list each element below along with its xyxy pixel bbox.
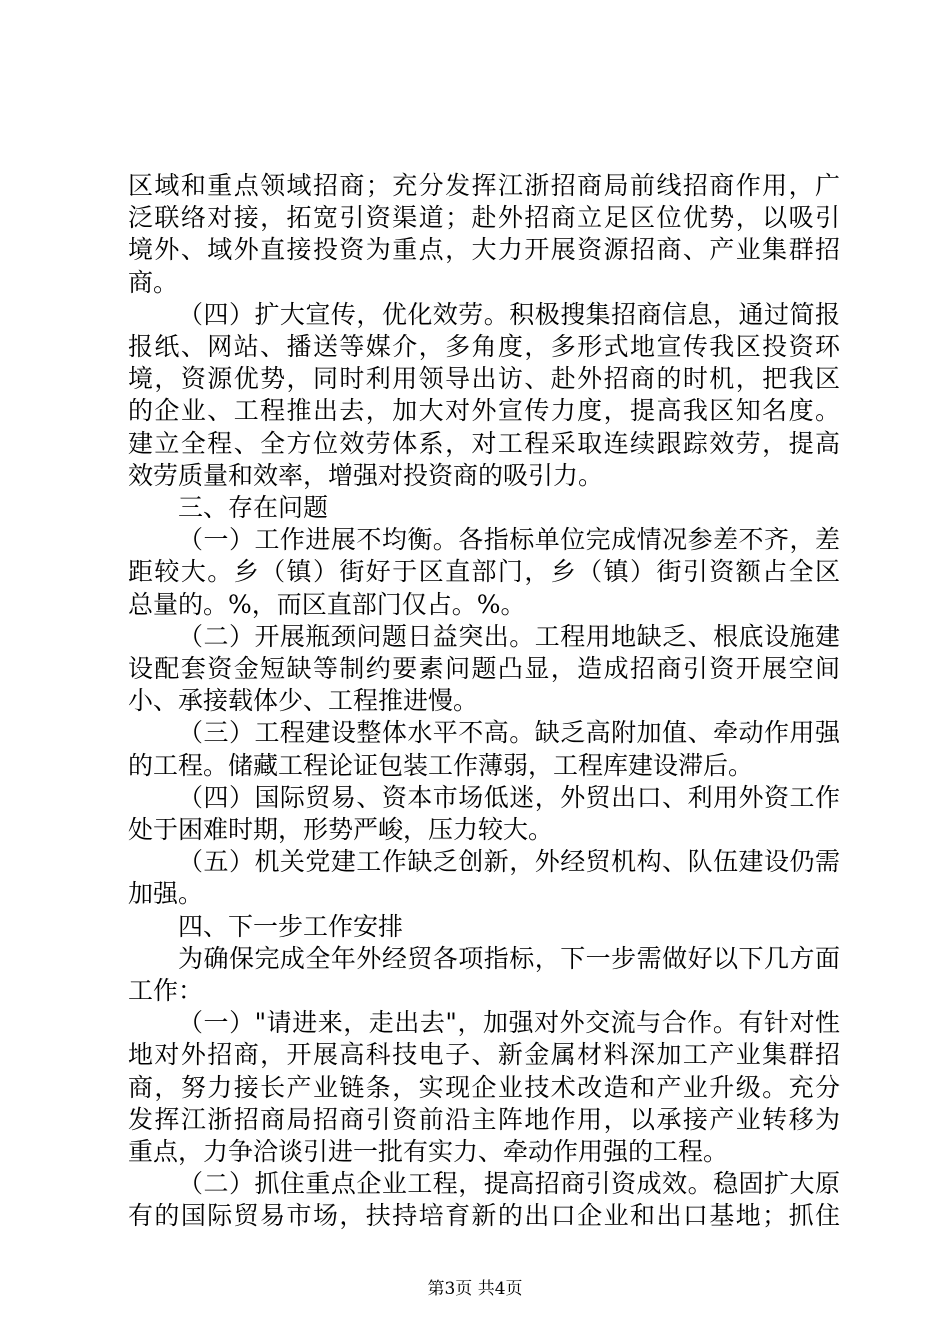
text-line: 小、承接载体少、工程推进慢。 bbox=[128, 686, 479, 715]
text-line: 报纸、网站、播送等媒介，多角度，多形式地宣传我区投资环 bbox=[128, 332, 840, 361]
section-heading: 四、下一步工作安排 bbox=[178, 912, 404, 941]
paragraph-start-line: （二）开展瓶颈问题日益突出。工程用地缺乏、根底设施建 bbox=[178, 622, 840, 651]
text-line: 区域和重点领域招商；充分发挥江浙招商局前线招商作用，广 bbox=[128, 171, 840, 200]
text-line: 地对外招商，开展高科技电子、新金属材料深加工产业集群招 bbox=[128, 1040, 840, 1069]
text-line: 有的国际贸易市场，扶持培育新的出口企业和出口基地；抓住 bbox=[128, 1201, 840, 1230]
text-line: 境外、域外直接投资为重点，大力开展资源招商、产业集群招 bbox=[128, 235, 840, 264]
paragraph-start-line: （五）机关党建工作缺乏创新，外经贸机构、队伍建设仍需 bbox=[178, 847, 840, 876]
text-line: 商。 bbox=[128, 268, 179, 297]
text-line: 境，资源优势，同时利用领导出访、赴外招商的时机，把我区 bbox=[128, 364, 840, 393]
paragraph-start-line: （四）国际贸易、资本市场低迷，外贸出口、利用外资工作 bbox=[178, 783, 840, 812]
paragraph-start-line: （一）工作进展不均衡。各指标单位完成情况参差不齐，差 bbox=[178, 525, 840, 554]
text-line: 效劳质量和效率，增强对投资商的吸引力。 bbox=[128, 461, 604, 490]
text-line: 总量的。%，而区直部门仅占。%。 bbox=[128, 590, 526, 619]
text-line: 加强。 bbox=[128, 879, 204, 908]
text-line: 发挥江浙招商局招商引资前沿主阵地作用，以承接产业转移为 bbox=[128, 1105, 840, 1134]
text-line: 重点，力争洽谈引进一批有实力、牵动作用强的工程。 bbox=[128, 1137, 729, 1166]
paragraph-start-line: 为确保完成全年外经贸各项指标，下一步需做好以下几方面 bbox=[178, 944, 840, 973]
text-line: 泛联络对接，拓宽引资渠道；赴外招商立足区位优势，以吸引 bbox=[128, 203, 840, 232]
text-line: 的工程。储藏工程论证包装工作薄弱，工程库建设滞后。 bbox=[128, 751, 754, 780]
text-line: 的企业、工程推出去，加大对外宣传力度，提高我区知名度。 bbox=[128, 396, 840, 425]
paragraph-start-line: （四）扩大宣传，优化效劳。积极搜集招商信息，通过简报 bbox=[178, 300, 840, 329]
paragraph-start-line: （一）"请进来，走出去"，加强对外交流与合作。有针对性 bbox=[178, 1008, 840, 1037]
paragraph-start-line: （三）工程建设整体水平不高。缺乏高附加值、牵动作用强 bbox=[178, 718, 840, 747]
text-line: 建立全程、全方位效劳体系，对工程采取连续跟踪效劳，提高 bbox=[128, 429, 840, 458]
paragraph-start-line: （二）抓住重点企业工程，提高招商引资成效。稳固扩大原 bbox=[178, 1169, 840, 1198]
text-line: 设配套资金短缺等制约要素问题凸显，造成招商引资开展空间 bbox=[128, 654, 840, 683]
text-line: 商，努力接长产业链条，实现企业技术改造和产业升级。充分 bbox=[128, 1073, 840, 1102]
page-number: 第3页 共4页 bbox=[427, 1279, 523, 1299]
text-line: 距较大。乡（镇）街好于区直部门，乡（镇）街引资额占全区 bbox=[128, 557, 840, 586]
text-line: 工作： bbox=[128, 976, 204, 1005]
section-heading: 三、存在问题 bbox=[178, 493, 329, 522]
text-line: 处于困难时期，形势严峻，压力较大。 bbox=[128, 815, 554, 844]
